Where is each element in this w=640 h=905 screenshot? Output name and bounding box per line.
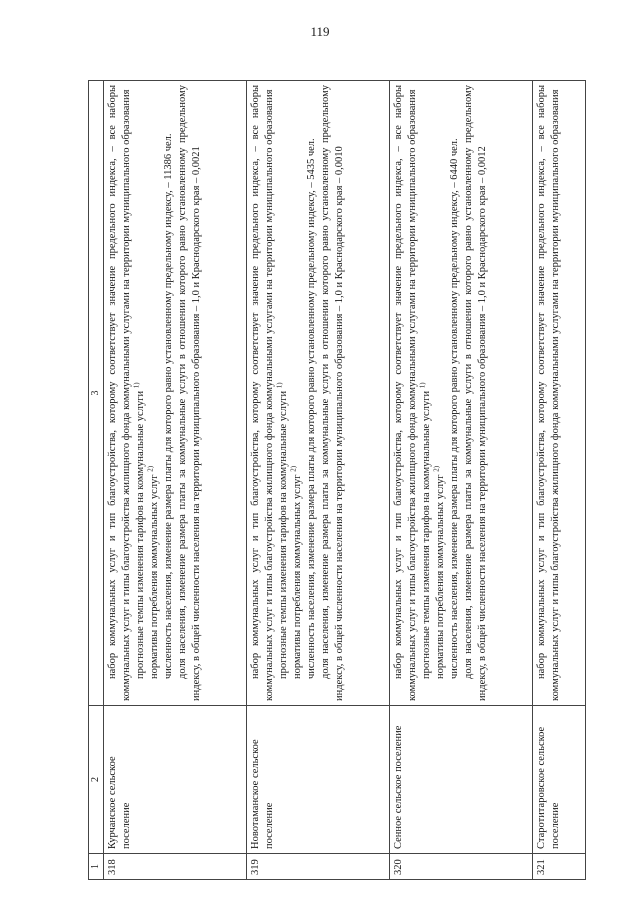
row-number: 320	[390, 854, 533, 880]
detail-consumption-norms: нормативы потребления коммунальных услуг $^{2)}$	[289, 465, 303, 679]
rotated-table-sheet	[88, 80, 586, 880]
row-number: 319	[247, 854, 390, 880]
settlement-name: Новотаманское сельское поселение	[247, 706, 390, 854]
row-details	[104, 81, 247, 706]
detail-consumption-norms: нормативы потребления коммунальных услуг $^{2)}$	[146, 465, 160, 679]
table-header-row	[89, 81, 104, 880]
row-details	[533, 81, 586, 706]
header-col-1: 1	[89, 854, 104, 880]
row-details	[247, 81, 390, 706]
page-number: 119	[310, 24, 330, 39]
table-row	[104, 81, 247, 880]
row-number: 318	[104, 854, 247, 880]
settlement-name: Курчанское сельское поселение	[104, 706, 247, 854]
detail-consumption-norms: нормативы потребления коммунальных услуг $^{2)}$	[432, 465, 446, 679]
detail-utility-set: набор коммунальных услуг и тип благоустройства, которому соответствует значение предельного индекса, – все наборы коммунальных услуг и типы благоустройства жилищного фонда коммунальными услугами на территории муниципального образования	[107, 85, 132, 701]
detail-population: численность населения, изменение размера платы для которого равно установленному предельному индексу, – 11386 чел.	[163, 133, 174, 679]
table-row	[390, 81, 533, 880]
detail-population: численность населения, изменение размера платы для которого равно установленному предельному индексу, – 5435 чел.	[306, 138, 317, 679]
detail-population-share: доля населения, изменение размера платы за коммунальные услуги в отношении которого равно установленному предельному индексу, в общей численности населения на территории муниципального образования – 1,0 и Краснодарского края – 0,0021	[177, 85, 202, 701]
table-row	[533, 81, 586, 880]
header-col-2: 2	[89, 706, 104, 854]
header-col-3: 3	[89, 81, 104, 706]
detail-utility-set: набор коммунальных услуг и тип благоустройства, которому соответствует значение предельного индекса, – все наборы коммунальных услуг и типы благоустройства жилищного фонда коммунальными услугами на территории муниципального образования	[250, 85, 275, 701]
detail-tariff-rates: прогнозные темпы изменения тарифов на коммунальные услуги $^{1)}$	[275, 382, 289, 679]
detail-population: численность населения, изменение размера платы для которого равно установленному предельному индексу, – 6440 чел.	[449, 138, 460, 679]
detail-utility-set: набор коммунальных услуг и тип благоустройства, которому соответствует значение предельного индекса, – все наборы коммунальных услуг и типы благоустройства жилищного фонда коммунальными услугами на территории муниципального образования	[536, 85, 561, 701]
detail-population-share: доля населения, изменение размера платы за коммунальные услуги в отношении которого равно установленному предельному индексу, в общей численности населения на территории муниципального образования – 1,0 и Краснодарского края – 0,0010	[320, 85, 345, 701]
detail-tariff-rates: прогнозные темпы изменения тарифов на коммунальные услуги $^{1)}$	[132, 382, 146, 679]
detail-tariff-rates: прогнозные темпы изменения тарифов на коммунальные услуги $^{1)}$	[418, 382, 432, 679]
detail-population-share: доля населения, изменение размера платы за коммунальные услуги в отношении которого равно установленному предельному индексу, в общей численности населения на территории муниципального образования – 1,0 и Краснодарского края – 0,0012	[463, 85, 488, 701]
settlement-name: Сенное сельское поселение	[390, 706, 533, 854]
row-number: 321	[533, 854, 586, 880]
table-row	[247, 81, 390, 880]
detail-utility-set: набор коммунальных услуг и тип благоустройства, которому соответствует значение предельного индекса, – все наборы коммунальных услуг и типы благоустройства жилищного фонда коммунальными услугами на территории муниципального образования	[393, 85, 418, 701]
row-details	[390, 81, 533, 706]
tariff-index-table	[88, 80, 586, 880]
settlement-name: Старотитаровское сельское поселение	[533, 706, 586, 854]
